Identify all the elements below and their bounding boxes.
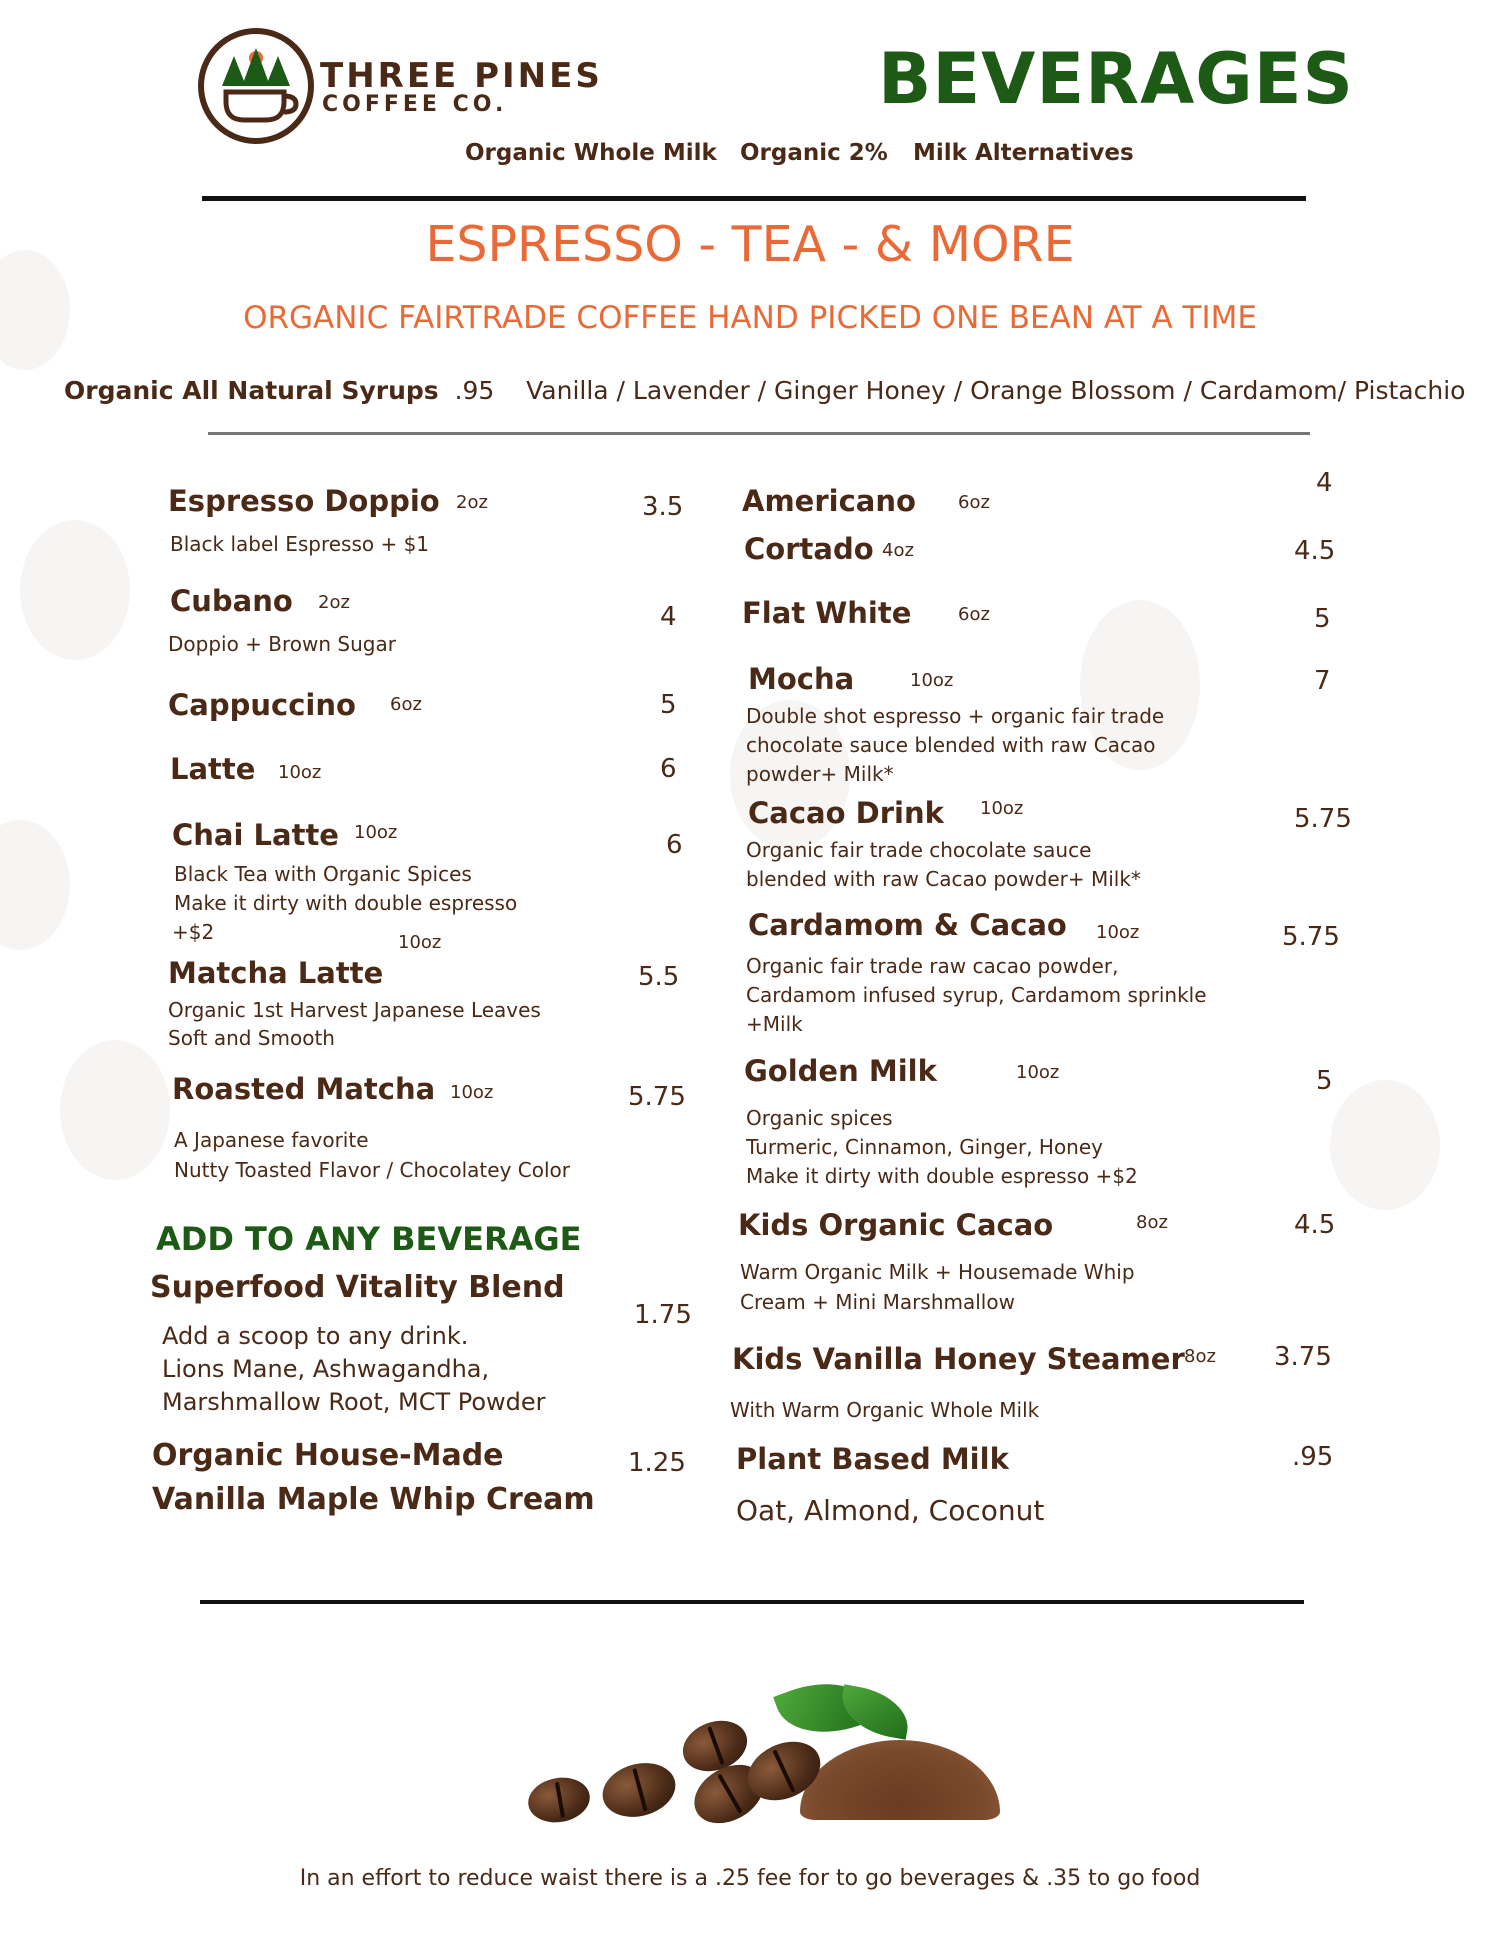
menu-item-desc: Organic fair trade chocolate sauce: [746, 838, 1092, 862]
divider: [208, 432, 1310, 435]
menu-item-price: 5: [1314, 604, 1331, 634]
divider: [202, 196, 1306, 201]
menu-item-desc: blended with raw Cacao powder+ Milk*: [746, 867, 1141, 891]
background-bean: [60, 1040, 170, 1180]
menu-item-name: Cappuccino: [168, 688, 356, 722]
menu-item-size: 8oz: [1136, 1212, 1168, 1233]
coffee-grounds: [800, 1740, 1000, 1820]
menu-item-desc: +Milk: [746, 1012, 803, 1036]
plant-milk-options: Oat, Almond, Coconut: [736, 1494, 1045, 1527]
menu-item-price: 6: [666, 830, 683, 860]
menu-item-name: Cacao Drink: [748, 796, 944, 830]
menu-item-price: 5: [1316, 1066, 1333, 1096]
menu-item-desc: Double shot espresso + organic fair trade: [746, 704, 1165, 728]
menu-item-name: Cortado: [744, 532, 874, 566]
menu-item-size: 10oz: [398, 932, 442, 953]
menu-item-size: 10oz: [278, 762, 322, 783]
menu-item-desc: chocolate sauce blended with raw Cacao: [746, 733, 1156, 757]
page-title: BEVERAGES: [878, 38, 1354, 120]
menu-item-name: Espresso Doppio: [168, 484, 440, 518]
section-tagline: ORGANIC FAIRTRADE COFFEE HAND PICKED ONE BEAN AT A TIME: [243, 300, 1257, 336]
brand-logo: [198, 28, 314, 144]
background-bean: [20, 520, 130, 660]
menu-item-name: Cardamom & Cacao: [748, 908, 1067, 942]
menu-item-name: Latte: [170, 752, 256, 786]
addon-desc: Marshmallow Root, MCT Powder: [162, 1388, 546, 1416]
menu-item-name: Kids Vanilla Honey Steamer: [732, 1342, 1185, 1376]
menu-item-price: .95: [1292, 1442, 1334, 1472]
menu-item-size: 10oz: [354, 822, 398, 843]
menu-item-desc: Warm Organic Milk + Housemade Whip: [740, 1260, 1135, 1284]
menu-item-desc: Turmeric, Cinnamon, Ginger, Honey: [746, 1135, 1104, 1159]
coffee-bean-icon: [525, 1773, 594, 1827]
syrups-flavors: Vanilla / Lavender / Ginger Honey / Orange Blossom / Cardamom/ Pistachio: [526, 376, 1466, 405]
menu-item-desc: Cream + Mini Marshmallow: [740, 1290, 1015, 1314]
menu-item-price: 4.5: [1294, 536, 1336, 566]
menu-item-desc: powder+ Milk*: [746, 762, 894, 786]
menu-item-name: Americano: [742, 484, 916, 518]
menu-item-price: 5: [660, 690, 677, 720]
menu-item-desc: Organic fair trade raw cacao powder,: [746, 954, 1119, 978]
menu-item-size: 2oz: [318, 592, 350, 613]
milk-option: Organic 2%: [740, 140, 888, 166]
divider: [200, 1600, 1304, 1604]
menu-item-price: 6: [660, 754, 677, 784]
menu-item-desc: With Warm Organic Whole Milk: [730, 1398, 1040, 1422]
menu-item-desc: Make it dirty with double espresso +$2: [746, 1164, 1138, 1188]
menu-item-size: 10oz: [910, 670, 954, 691]
menu-item-size: 4oz: [882, 540, 914, 561]
background-bean: [1330, 1080, 1440, 1210]
footer-note: In an effort to reduce waist there is a .25 fee for to go beverages & .35 to go food: [299, 1866, 1201, 1891]
menu-item-price: 7: [1314, 666, 1331, 696]
menu-item-price: 4: [1316, 468, 1333, 498]
syrups-price: .95: [454, 376, 495, 405]
menu-item-name: Plant Based Milk: [736, 1442, 1009, 1476]
menu-item-size: 2oz: [456, 492, 488, 513]
menu-item-price: 4: [660, 602, 677, 632]
addon-name: Superfood Vitality Blend: [150, 1270, 565, 1305]
menu-item-price: 5.75: [1294, 804, 1352, 834]
menu-item-size: 6oz: [958, 604, 990, 625]
menu-item-price: 3.5: [642, 492, 684, 522]
menu-item-desc: Organic spices: [746, 1106, 893, 1130]
menu-item-desc: Cardamom infused syrup, Cardamom sprinkle: [746, 983, 1207, 1007]
menu-item-size: 10oz: [980, 798, 1024, 819]
menu-item-desc: A Japanese favorite: [174, 1128, 369, 1152]
menu-item-desc: +$2: [172, 920, 215, 944]
syrups-label: Organic All Natural Syrups: [64, 376, 439, 405]
addon-desc: Lions Mane, Ashwagandha,: [162, 1355, 490, 1383]
menu-item-size: 10oz: [450, 1082, 494, 1103]
menu-item-size: 10oz: [1016, 1062, 1060, 1083]
leaf-icon: [837, 1684, 914, 1739]
menu-item-price: 3.75: [1274, 1342, 1332, 1372]
menu-item-name: Matcha Latte: [168, 956, 384, 990]
brand-name: THREE PINES: [320, 56, 603, 96]
milk-option: Organic Whole Milk: [465, 140, 717, 166]
menu-item-desc: Make it dirty with double espresso: [174, 891, 518, 915]
coffee-bean-icon: [597, 1755, 682, 1824]
section-title: ESPRESSO - TEA - & MORE: [425, 216, 1075, 273]
menu-item-name: Flat White: [742, 596, 912, 630]
syrups-row: [64, 376, 1465, 405]
menu-item-size: 8oz: [1184, 1346, 1216, 1367]
milk-option: Milk Alternatives: [913, 140, 1134, 166]
menu-item-desc: Nutty Toasted Flavor / Chocolatey Color: [174, 1158, 570, 1182]
addon-name: Organic House-Made: [152, 1438, 504, 1473]
menu-item-name: Chai Latte: [172, 818, 339, 852]
background-bean: [0, 820, 70, 950]
addon-price: 1.75: [634, 1300, 692, 1330]
pine-trees-cup-icon: [204, 34, 308, 138]
menu-item-name: Golden Milk: [744, 1054, 937, 1088]
menu-item-desc: Black label Espresso + $1: [170, 532, 430, 556]
menu-item-name: Cubano: [170, 584, 293, 618]
menu-item-desc: Doppio + Brown Sugar: [168, 632, 396, 656]
addon-desc: Add a scoop to any drink.: [162, 1322, 469, 1350]
menu-item-desc: Black Tea with Organic Spices: [174, 862, 472, 886]
menu-item-size: 10oz: [1096, 922, 1140, 943]
menu-item-size: 6oz: [958, 492, 990, 513]
menu-item-price: 5.5: [638, 962, 680, 992]
brand-subname: COFFEE CO.: [322, 92, 508, 117]
addon-name: Vanilla Maple Whip Cream: [152, 1482, 595, 1517]
addon-price: 1.25: [628, 1448, 686, 1478]
menu-item-desc: Organic 1st Harvest Japanese Leaves: [168, 998, 541, 1022]
add-section-heading: ADD TO ANY BEVERAGE: [156, 1220, 582, 1258]
menu-item-name: Roasted Matcha: [172, 1072, 436, 1106]
menu-item-name: Kids Organic Cacao: [738, 1208, 1054, 1242]
menu-item-price: 5.75: [1282, 922, 1340, 952]
menu-item-price: 4.5: [1294, 1210, 1336, 1240]
menu-item-name: Mocha: [748, 662, 855, 696]
menu-item-price: 5.75: [628, 1082, 686, 1112]
menu-item-desc: Soft and Smooth: [168, 1026, 335, 1050]
menu-item-size: 6oz: [390, 694, 422, 715]
